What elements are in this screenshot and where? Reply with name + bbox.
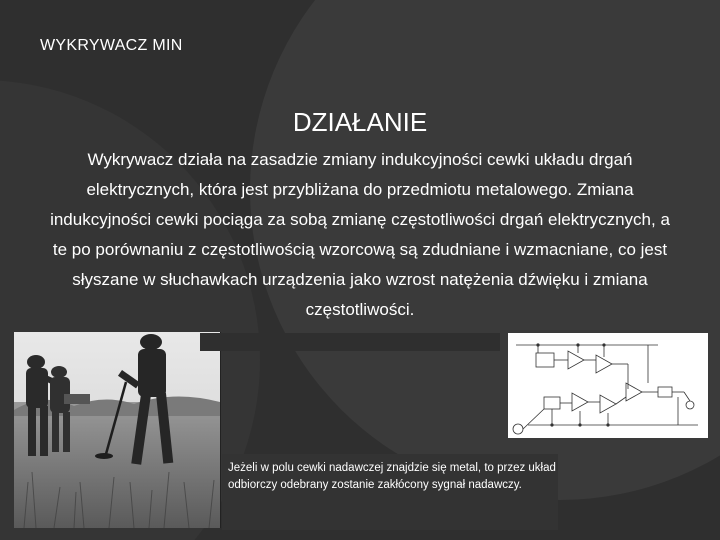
text-backdrop xyxy=(200,333,500,351)
caption: Jeżeli w polu cewki nadawczej znajdzie się metal, to przez układ odbiorczy odebrany zostanie zakłócony sygnał nadawczy. xyxy=(228,462,556,491)
section-title-text: DZIAŁANIE xyxy=(292,107,428,137)
body-text: Wykrywacz działa na zasadzie zmiany indukcyjności cewki układu drgań elektrycznych, która jest przybliżana do przedmiotu metalowego. Zmiana indukcyjności cewki pociąga za sobą zmianę częstotliwości drgań elektrycznych, a te po porównaniu z częstotliwością wzorcową są zdudniane i wzmacniane, co jest słyszane w słuchawkach urządzenia jako wzrost natężenia dźwięku i zmiana częstotliwości. xyxy=(50,150,670,319)
circuit-diagram xyxy=(508,333,708,438)
soldiers-photo xyxy=(14,332,221,528)
header-title: WYKRYWACZ MIN xyxy=(40,37,183,54)
section-title xyxy=(0,107,720,138)
